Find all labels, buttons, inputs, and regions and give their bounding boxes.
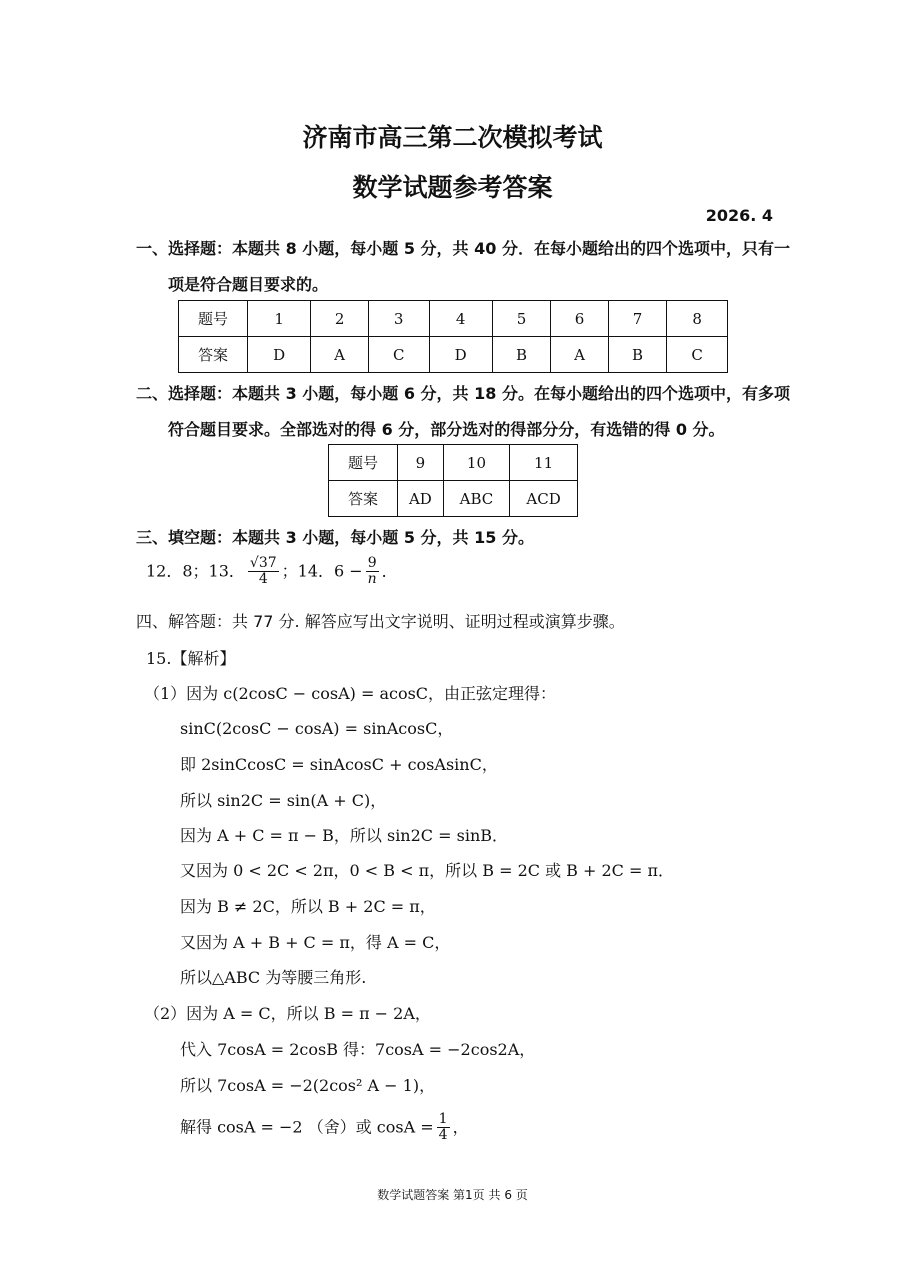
table-cell: 2 bbox=[311, 301, 369, 337]
solution-line: sinC(2cosC − cosA) = sinAcosC， bbox=[180, 719, 454, 738]
section3-heading: 三、填空题：本题共 3 小题，每小题 5 分，共 15 分。 bbox=[136, 528, 534, 547]
solution-line: 即 2sinCcosC = sinAcosC + cosAsinC， bbox=[180, 755, 498, 774]
answer-14-prefix: 6 − bbox=[334, 561, 363, 581]
exam-title: 济南市高三第二次模拟考试 bbox=[302, 123, 603, 152]
solution-fraction bbox=[437, 1112, 450, 1144]
answer-13-fraction bbox=[248, 556, 279, 588]
table-cell: 4 bbox=[429, 301, 492, 337]
solution-line: 所以 sin2C = sin(A + C)， bbox=[180, 791, 387, 810]
table-cell: B bbox=[492, 337, 550, 373]
solution-last-prefix: 解得 cosA = −2 （舍）或 cosA = bbox=[180, 1117, 434, 1137]
fraction-denominator: n bbox=[367, 571, 377, 588]
fraction-denominator: 4 bbox=[258, 571, 268, 588]
table-cell: C bbox=[368, 337, 429, 373]
answer-14-fraction bbox=[366, 556, 379, 588]
section2-heading-line2: 符合题目要求。全部选对的得 6 分，部分选对的得部分分，有选错的得 0 分。 bbox=[168, 420, 725, 439]
solution-line: （1）因为 c(2cosC − cosA) = acosC，由正弦定理得： bbox=[144, 684, 557, 703]
solution-last-end: ， bbox=[452, 1117, 469, 1137]
answer-title: 数学试题参考答案 bbox=[352, 173, 553, 202]
section4-heading: 四、解答题：共 77 分. 解答应写出文字说明、证明过程或演算步骤。 bbox=[136, 612, 625, 631]
table-cell: D bbox=[248, 337, 311, 373]
table-header-number: 题号 bbox=[179, 301, 248, 337]
table-cell: ABC bbox=[443, 481, 509, 517]
question-15-label: 15.【解析】 bbox=[146, 649, 236, 668]
solution-line: 代入 7cosA = 2cosB 得：7cosA = −2cos2A， bbox=[180, 1040, 536, 1059]
table-cell: 9 bbox=[398, 445, 444, 481]
table-cell: AD bbox=[398, 481, 444, 517]
table-cell: D bbox=[429, 337, 492, 373]
table-cell: A bbox=[311, 337, 369, 373]
table-cell: 1 bbox=[248, 301, 311, 337]
answer-14-label: ；14． bbox=[281, 561, 335, 581]
answer-12-13-label: 12．8；13． bbox=[146, 561, 245, 581]
solution-line: 所以 7cosA = −2(2cos² A − 1)， bbox=[180, 1076, 436, 1095]
fraction-numerator: 1 bbox=[438, 1111, 448, 1127]
section1-heading-line2: 项是符合题目要求的。 bbox=[168, 275, 329, 294]
table-cell: 7 bbox=[608, 301, 666, 337]
solution-line: 又因为 A + B + C = π，得 A = C， bbox=[180, 933, 451, 952]
section1-heading-line1: 一、选择题：本题共 8 小题，每小题 5 分，共 40 分．在每小题给出的四个选项中，只有一 bbox=[136, 239, 790, 258]
answer-end-mark: ． bbox=[381, 561, 398, 581]
table-cell: A bbox=[551, 337, 609, 373]
table-cell: 11 bbox=[510, 445, 578, 481]
solution-line: 因为 A + C = π − B，所以 sin2C = sinB． bbox=[180, 826, 509, 845]
table-cell: 10 bbox=[443, 445, 509, 481]
table-cell: C bbox=[667, 337, 728, 373]
fraction-denominator: 4 bbox=[438, 1127, 448, 1144]
table-cell: 6 bbox=[551, 301, 609, 337]
table-cell: ACD bbox=[510, 481, 578, 517]
section2-heading-line1: 二、选择题：本题共 3 小题，每小题 6 分，共 18 分。在每小题给出的四个选项中，有多项 bbox=[136, 384, 790, 403]
exam-date: 2026. 4 bbox=[705, 206, 773, 225]
table-header-answer: 答案 bbox=[329, 481, 398, 517]
fraction-numerator: 9 bbox=[367, 555, 377, 571]
section1-answer-table bbox=[178, 300, 728, 373]
table-header-answer: 答案 bbox=[179, 337, 248, 373]
table-cell: B bbox=[608, 337, 666, 373]
table-cell: 3 bbox=[368, 301, 429, 337]
solution-line: （2）因为 A = C，所以 B = π − 2A， bbox=[144, 1004, 431, 1023]
solution-last-line bbox=[180, 1112, 469, 1144]
section2-answer-table bbox=[328, 444, 578, 517]
fraction-numerator: √37 bbox=[249, 555, 277, 571]
page-footer: 数学试题答案 第1页 共 6 页 bbox=[377, 1188, 528, 1202]
fill-in-answers bbox=[146, 556, 398, 588]
solution-line: 所以△ABC 为等腰三角形. bbox=[180, 968, 367, 987]
table-cell: 8 bbox=[667, 301, 728, 337]
table-cell: 5 bbox=[492, 301, 550, 337]
solution-line: 因为 B ≠ 2C，所以 B + 2C = π， bbox=[180, 897, 436, 916]
table-header-number: 题号 bbox=[329, 445, 398, 481]
solution-line: 又因为 0 < 2C < 2π，0 < B < π，所以 B = 2C 或 B + 2C = π． bbox=[180, 861, 675, 880]
